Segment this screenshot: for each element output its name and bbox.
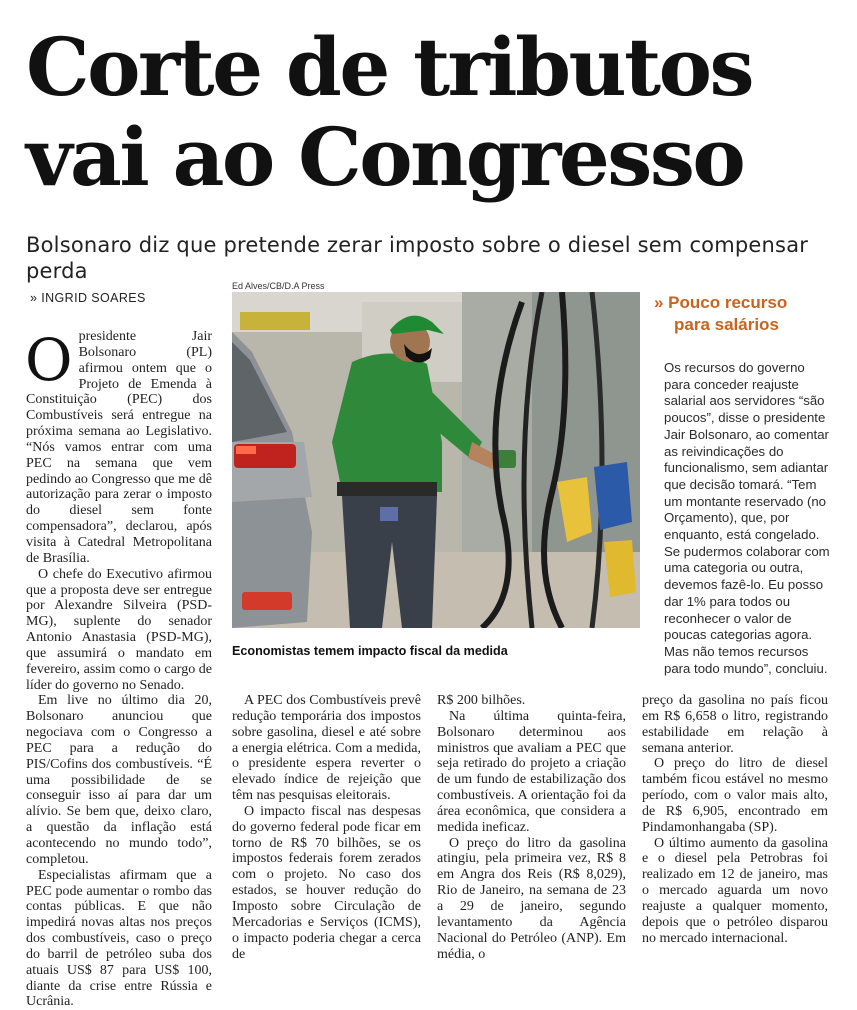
photo-caption: Economistas temem impacto fiscal da medida	[232, 644, 508, 658]
article-paragraph: Especialistas afirmam que a PEC pode aumentar o rombo das contas públicas. E que não impedirá novas altas nos preços dos combustíveis, caso o preço do barril de petróleo suba dos atuais US$ 87 para US$ 100, diante da crise entre Rússia e Ucrânia.	[26, 867, 212, 1010]
article-column-2	[232, 693, 421, 962]
headline-line-1: Corte de tributos	[26, 20, 753, 114]
photo-credit: Ed Alves/CB/D.A Press	[232, 281, 325, 291]
gas-station-attendant-illustration	[232, 292, 640, 628]
article-column-1	[25, 326, 212, 1010]
article-paragraph: O chefe do Executivo afirmou que a proposta deve ser entregue por Alexandre Silveira (PSD-MG), suplente do senador Antonio Anastasia (PSD-MG), que assumirá o mandato em fevereiro, assim como o cargo de líder do governo no Senado.	[26, 566, 212, 693]
sidebar-body: Os recursos do governo para conceder reajuste salarial aos servidores “são poucos”, disse o presidente Jair Bolsonaro, ao comentar as reivindicações do funcionalismo, sem adiantar que decisão tomará. “Tem um montante reservado (no Orçamento), que, por enquanto, está congelado. Se pudermos colaborar com uma categoria ou outra, devemos fazê-lo. Eu posso dar 1% para todos ou reconhecer o valor de poucas categorias agora. Mas não temos recursos para todo mundo”, concluiu.	[664, 360, 830, 676]
article-column-3	[437, 693, 626, 962]
headline	[26, 22, 846, 202]
article-column-4	[642, 693, 828, 947]
article-paragraph	[25, 326, 212, 567]
article-paragraph: preço da gasolina no país ficou em R$ 6,658 o litro, registrando estabilidade em relação à semana anterior.	[642, 693, 828, 756]
article-paragraph: Em live no último dia 20, Bolsonaro anunciou que negociava com o Congresso a PEC para a redução do PIS/Cofins dos combustíveis. “É uma possibilidade de se conseguir isso aí para dar um alívio. Se bem que, deixo claro, a questão da inflação está acontecendo no mundo todo”, completou.	[26, 693, 212, 867]
sidebar-title-line-2: para salários	[674, 315, 779, 334]
article-paragraph: O impacto fiscal nas despesas do governo federal pode ficar em torno de R$ 70 bilhões, se os impostos federais forem zerados com o projeto. No caso dos estados, se houver redução do Imposto sobre Circulação de Mercadorias e Serviços (ICMS), o impacto poderia chegar a cerca de	[232, 803, 421, 962]
subheadline: Bolsonaro diz que pretende zerar imposto sobre o diesel sem compensar perda	[26, 233, 809, 283]
byline-marker: »	[30, 291, 38, 305]
byline	[30, 291, 146, 305]
sidebar-title-line-1: » Pouco recurso	[654, 293, 788, 312]
article-paragraph: O preço do litro de diesel também ficou estável no mesmo período, com o valor mais alto, de R$ 6,905, encontrado em Pindamonhangaba (SP).	[642, 756, 828, 835]
article-paragraph: O preço do litro da gasolina atingiu, pela primeira vez, R$ 8 em Angra dos Reis (R$ 8,029), Rio de Janeiro, na semana de 23 a 29 de janeiro, segundo levantamento da Agência Nacional do Petróleo (ANP). Em média, o	[437, 835, 626, 962]
article-paragraph: Na última quinta-feira, Bolsonaro determinou aos ministros que avaliam a PEC que seja retirado do projeto a criação de um fundo de estabilização dos combustíveis. A orientação foi da área econômica, que considera a medida ineficaz.	[437, 708, 626, 835]
article-paragraph: O último aumento da gasolina e o diesel pela Petrobras foi realizado em 12 de janeiro, mas o mercado aguarda um novo reajuste a qualquer momento, depois que o petróleo disparou no mercado internacional.	[642, 835, 828, 946]
sidebar-title	[654, 292, 834, 336]
news-photo	[232, 292, 640, 628]
article-paragraph: A PEC dos Combustíveis prevê redução temporária dos impostos sobre gasolina, diesel e até sobre a energia elétrica. Com a medida, o presidente espera reverter o elevado índice de rejeição que têm nas pesquisas eleitorais.	[232, 693, 421, 804]
byline-author: INGRID SOARES	[41, 291, 146, 305]
drop-cap: O	[25, 326, 73, 394]
headline-line-2: vai ao Congresso	[26, 110, 744, 204]
article-paragraph: R$ 200 bilhões.	[437, 693, 526, 708]
paragraph-text: presidente Jair Bolsonaro (PL) afirmou ontem que o Projeto de Emenda à Constituição (PEC) dos Combustíveis será entregue na próxima semana ao Legislativo. “Nós vamos entrar com uma PEC na semana que vem pedindo ao Congresso que me dê autorização para zerar o imposto do diesel sem fonte compensadora”, declarou, após visita à Catedral Metropolitana de Brasília.	[26, 329, 212, 566]
